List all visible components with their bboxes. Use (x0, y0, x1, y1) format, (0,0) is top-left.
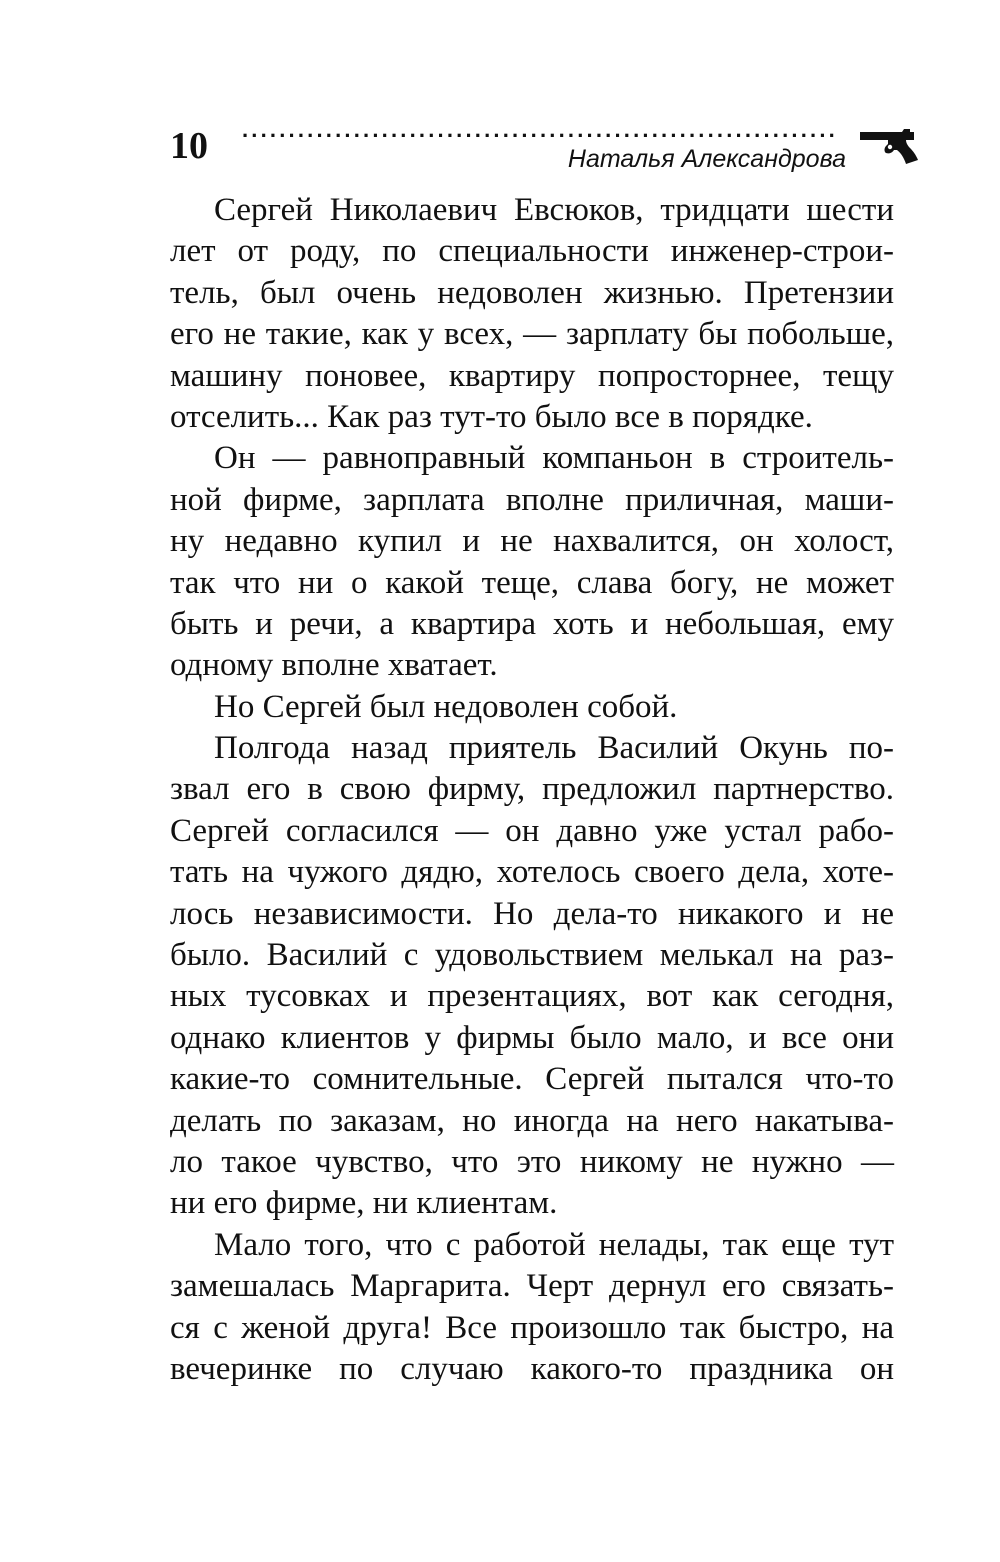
text-line: машину поновее, квартиру попросторнее, тещу (170, 357, 894, 394)
text-line: было. Василий с удовольствием мелькал на раз- (170, 937, 894, 974)
text-line: Мало того, что с работой нелады, так еще тут (214, 1226, 894, 1263)
text-line: делать по заказам, но иногда на него накатыва- (170, 1102, 894, 1139)
text-line: лет от роду, по специальности инженер-строи- (170, 233, 894, 270)
text-line: ло такое чувство, что это никому не нужно — (170, 1143, 894, 1180)
revolver-icon (858, 126, 922, 166)
text-line: отселить... Как раз тут-то было все в порядке. (170, 398, 813, 435)
text-line: ных тусовках и презентациях, вот как сегодня, (170, 978, 894, 1015)
text-line: Он — равноправный компаньон в строитель- (214, 440, 894, 477)
text-line: так что ни о какой теще, слава богу, не может (170, 564, 894, 601)
text-line: тать на чужого дядю, хотелось своего дела, хоте- (170, 854, 894, 891)
text-line: ся с женой друга! Все произошло так быстро, на (170, 1309, 894, 1346)
text-line: Но Сергей был недоволен собой. (214, 688, 678, 725)
text-line: быть и речи, а квартира хоть и небольшая, ему (170, 605, 894, 642)
text-line: Сергей Николаевич Евсюков, тридцати шести (214, 192, 894, 228)
page-number: 10 (170, 125, 208, 167)
text-line: ной фирме, зарплата вполне приличная, маши- (170, 481, 894, 518)
text-line: ни его фирме, ни клиентам. (170, 1185, 558, 1222)
text-line: лось независимости. Но дела-то никакого и не (170, 895, 894, 932)
text-line: вечеринке по случаю какого-то праздника он (170, 1350, 894, 1387)
text-line: тель, был очень недоволен жизнью. Претензии (170, 274, 894, 311)
text-line: Полгода назад приятель Василий Окунь по- (214, 730, 894, 767)
text-line: какие-то сомнительные. Сергей пытался что-то (170, 1061, 894, 1098)
text-line: его не такие, как у всех, — зарплату бы побольше, (170, 316, 894, 353)
author-name: Наталья Александрова (567, 145, 846, 173)
text-line: одному вполне хватает. (170, 647, 498, 684)
dotted-rule: ................................................................ (242, 120, 838, 140)
text-line: Сергей согласился — он давно уже устал рабо- (170, 812, 894, 849)
text-line: замешалась Маргарита. Черт дернул его связать- (170, 1268, 894, 1305)
running-header (170, 120, 930, 180)
text-line: ну недавно купил и не нахвалится, он холост, (170, 523, 894, 560)
text-line: однако клиентов у фирмы было мало, и все они (170, 1019, 894, 1056)
text-line: звал его в свою фирму, предложил партнерство. (170, 771, 894, 808)
body-text (170, 190, 894, 1390)
